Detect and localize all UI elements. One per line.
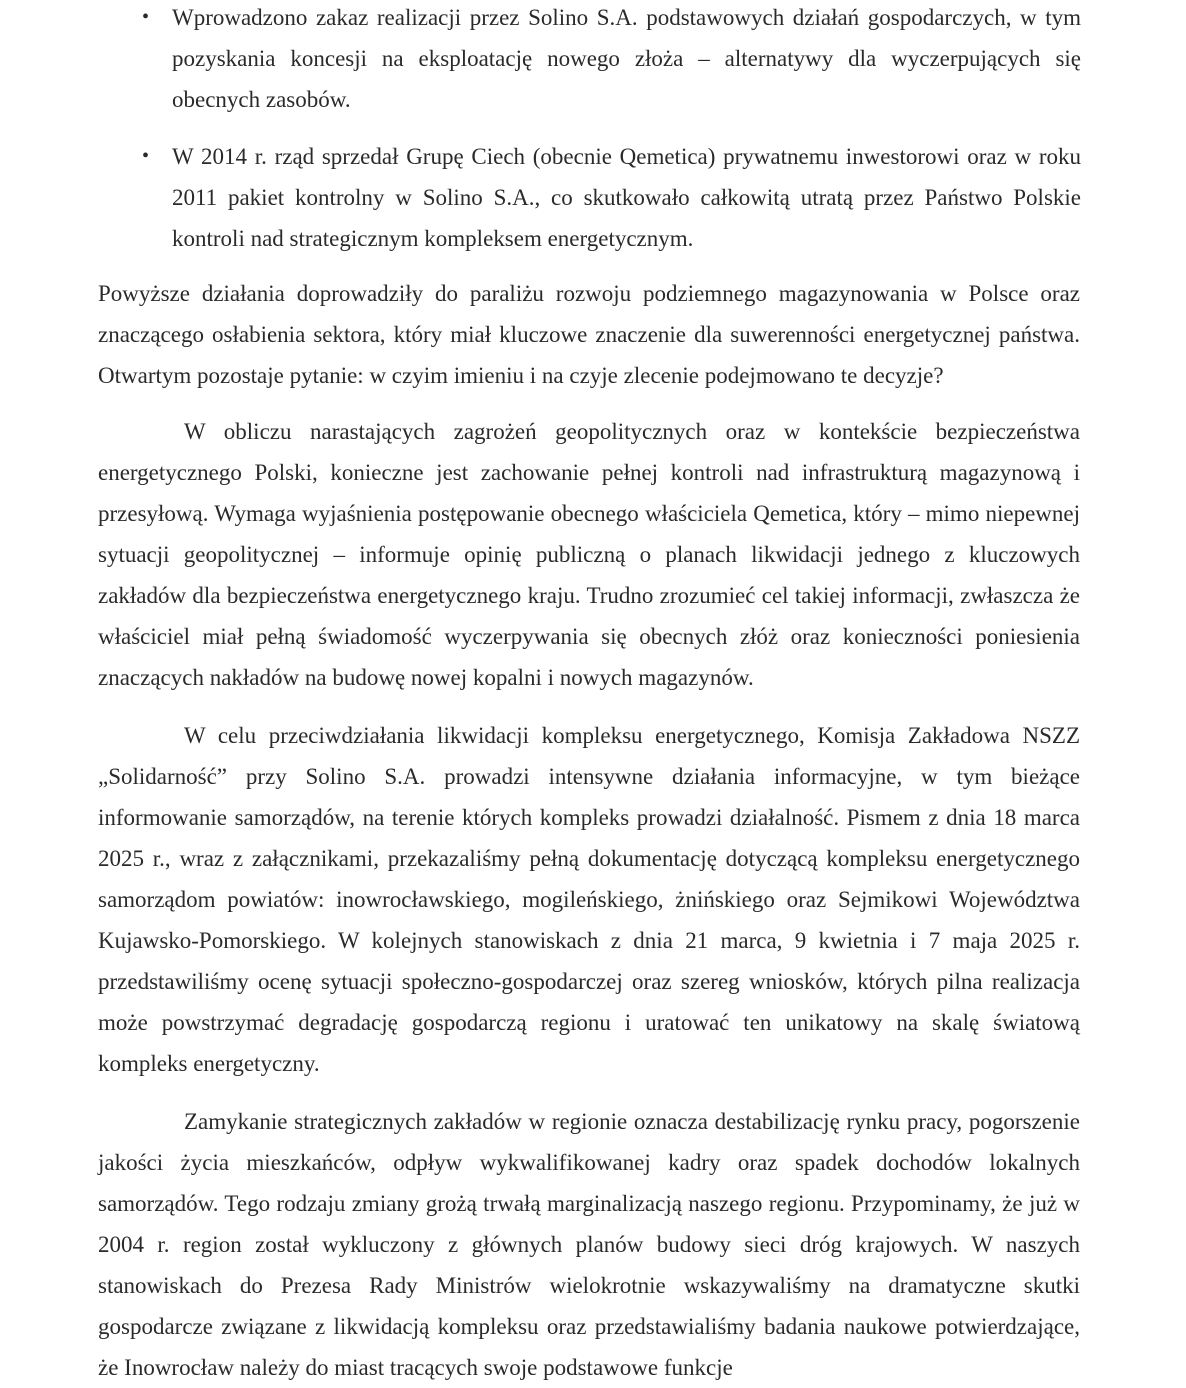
bullet-text: Wprowadzono zakaz realizacji przez Solino S.A. podstawowych działań gospodarczych, w tym pozyskania koncesji na eksploatację nowego złoża – alternatywy dla wyczerpujących się obecnych zasobów. bbox=[172, 5, 1081, 112]
bullet-item bbox=[0, 136, 1186, 259]
bullet-item bbox=[0, 0, 1186, 120]
bullet-list bbox=[0, 0, 1186, 259]
bullet-dot-icon: • bbox=[142, 6, 150, 28]
paragraph-region-impact: Zamykanie strategicznych zakładów w regionie oznacza destabilizację rynku pracy, pogorszenie jakości życia mieszkańców, odpływ wykwalifikowanej kadry oraz spadek dochodów lokalnych samorządów. Tego rodzaju zmiany grożą trwałą marginalizacją naszego regionu. Przypominamy, że już w 2004 r. region został wykluczony z głównych planów budowy sieci dróg krajowych. W naszych stanowiskach do Prezesa Rady Ministrów wielokrotnie wskazywaliśmy na dramatyczne skutki gospodarcze związane z likwidacją kompleksu oraz przedstawialiśmy badania naukowe potwierdzające, że Inowrocław należy do miast tracących swoje podstawowe funkcje bbox=[98, 1109, 1080, 1380]
bullet-text: W 2014 r. rząd sprzedał Grupę Ciech (obecnie Qemetica) prywatnemu inwestorowi oraz w roku 2011 pakiet kontrolny w Solino S.A., co skutkowało całkowitą utratą przez Państwo Polskie kontroli nad strategicznym kompleksem energetycznym. bbox=[172, 144, 1081, 251]
bullet-dot-icon: • bbox=[142, 145, 150, 167]
paragraph-solidarity-actions: W celu przeciwdziałania likwidacji kompleksu energetycznego, Komisja Zakładowa NSZZ „Solidarność” przy Solino S.A. prowadzi intensywne działania informacyjne, w tym bieżące informowanie samorządów, na terenie których kompleks prowadzi działalność. Pismem z dnia 18 marca 2025 r., wraz z załącznikami, przekazaliśmy pełną dokumentację dotyczącą kompleksu energetycznego samorządom powiatów: inowrocławskiego, mogileńskiego, żnińskiego oraz Sejmikowi Województwa Kujawsko-Pomorskiego. W kolejnych stanowiskach z dnia 21 marca, 9 kwietnia i 7 maja 2025 r. przedstawiliśmy ocenę sytuacji społeczno-gospodarczej oraz szereg wniosków, których pilna realizacja może powstrzymać degradację gospodarczą regionu i uratować ten unikatowy na skalę światową kompleks energetyczny. bbox=[98, 723, 1080, 1076]
paragraph-consequences: Powyższe działania doprowadziły do paraliżu rozwoju podziemnego magazynowania w Polsce oraz znaczącego osłabienia sektora, który miał kluczowe znaczenie dla suwerenności energetycznej państwa. Otwartym pozostaje pytanie: w czyim imieniu i na czyje zlecenie podejmowano te decyzje? bbox=[98, 281, 1080, 388]
paragraph-geopolitics: W obliczu narastających zagrożeń geopolitycznych oraz w kontekście bezpieczeństwa energetycznego Polski, konieczne jest zachowanie pełnej kontroli nad infrastrukturą magazynową i przesyłową. Wymaga wyjaśnienia postępowanie obecnego właściciela Qemetica, który – mimo niepewnej sytuacji geopolitycznej – informuje opinię publiczną o planach likwidacji jednego z kluczowych zakładów dla bezpieczeństwa energetycznego kraju. Trudno zrozumieć cel takiej informacji, zwłaszcza że właściciel miał pełną świadomość wyczerpywania się obecnych złóż oraz konieczności poniesienia znaczących nakładów na budowę nowej kopalni i nowych magazynów. bbox=[98, 419, 1080, 690]
